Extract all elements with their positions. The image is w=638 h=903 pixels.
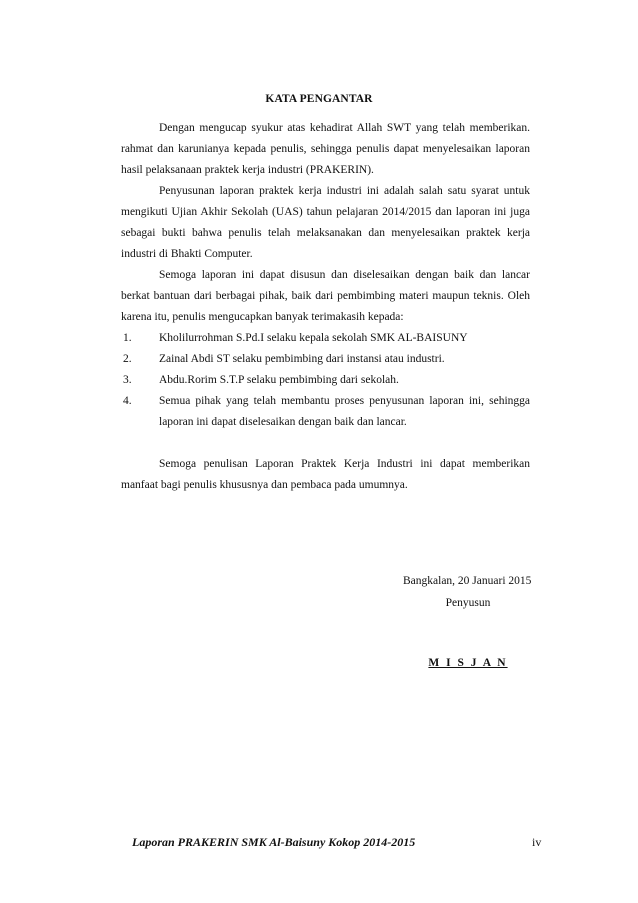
footer-title: Laporan PRAKERIN SMK Al-Baisuny Kokop 2014-2015 [132,835,416,849]
paragraph-3: Semoga laporan ini dapat disusun dan diselesaikan dengan baik dan lancar berkat bantuan dari berbagai pihak, baik dari pembimbing materi maupun teknis. Oleh karena itu, penulis mengucapkan banyak terimakasih kepada: [121,269,530,323]
signature-name: M I S J A N [428,657,508,669]
list-item-text: Zainal Abdi ST selaku pembimbing dari instansi atau industri. [159,353,445,365]
list-item-text: Kholilurrohman S.Pd.I selaku kepala sekolah SMK AL-BAISUNY [159,332,468,344]
list-item-text: Semua pihak yang telah membantu proses penyusunan laporan ini, sehingga laporan ini dapat diselesaikan dengan baik dan lancar. [159,395,530,428]
closing-paragraph: Semoga penulisan Laporan Praktek Kerja Industri ini dapat memberikan manfaat bagi penulis khususnya dan pembaca pada umumnya. [121,458,530,491]
list-item [121,370,530,391]
page-number: iv [532,835,542,849]
paragraph-2: Penyusunan laporan praktek kerja industri ini adalah salah satu syarat untuk mengikuti Ujian Akhir Sekolah (UAS) tahun pelajaran 2014/2015 dan laporan ini juga sebagai bukti bahwa penulis telah melaksanakan dan menyelesaikan praktek kerja industri di Bhakti Computer. [121,185,530,260]
signature-label: Penyusun [445,597,491,609]
page-title: KATA PENGANTAR [265,93,373,105]
list-item-number: 3. [123,374,132,386]
list-item [121,328,530,349]
spacer [121,433,530,454]
list-item-number: 1. [123,332,132,344]
list-item-text: Abdu.Rorim S.T.P selaku pembimbing dari sekolah. [159,374,399,386]
list-item-number: 4. [123,395,132,407]
list-item [121,391,530,433]
signature-place-date: Bangkalan, 20 Januari 2015 [403,575,532,587]
list-item-number: 2. [123,353,132,365]
thanks-list [121,328,530,433]
list-item [121,349,530,370]
paragraph-1: Dengan mengucap syukur atas kehadirat Allah SWT yang telah memberikan. rahmat dan karunianya kepada penulis, sehingga penulis dapat menyelesaikan laporan hasil pelaksanaan praktek kerja industri (PRAKERIN). [121,122,530,176]
body-text [121,118,530,496]
